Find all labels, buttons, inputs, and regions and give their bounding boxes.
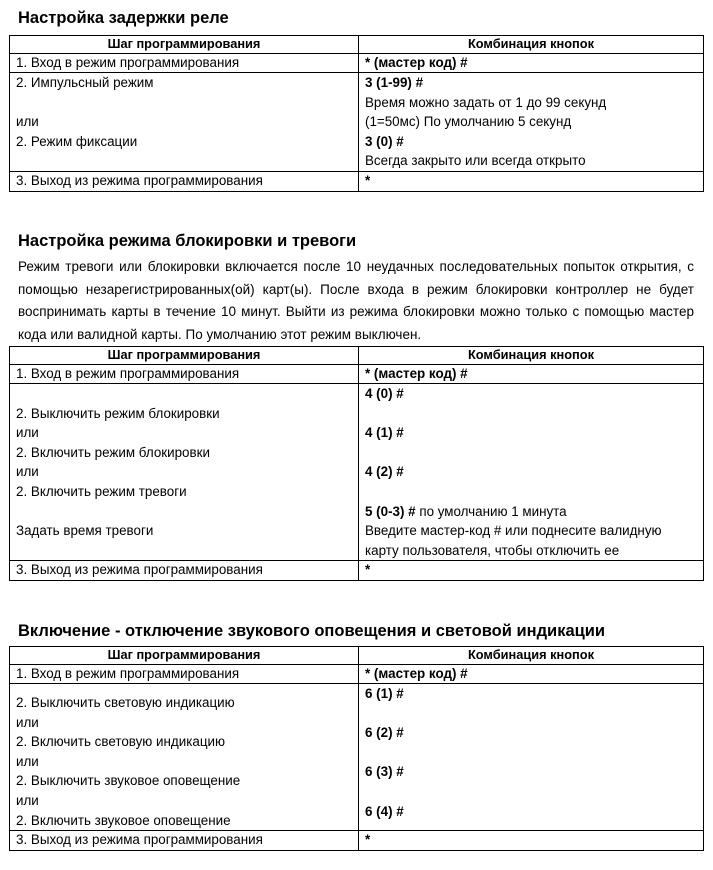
combo-cell: * (мастер код) # <box>359 54 704 73</box>
combo-line <box>365 443 703 463</box>
step-line: 2. Включить режим тревоги <box>16 483 187 499</box>
step-line: или <box>16 714 39 730</box>
table-row <box>10 561 704 581</box>
combo-code: 4 (0) # <box>365 386 404 401</box>
spacer <box>16 541 358 561</box>
step-line <box>16 384 358 404</box>
step-cell: 1. Вход в режим программирования <box>10 54 359 73</box>
step-line: 2. Выключить звуковое оповещение <box>16 773 241 789</box>
step-cell: 3. Выход из режима программирования <box>10 561 359 581</box>
table-row <box>10 171 704 191</box>
combo-cell: * <box>359 831 704 851</box>
combo-cell: * <box>359 171 704 191</box>
step-line <box>16 502 358 522</box>
section-title-sound-light: Включение - отключение звукового оповещения и световой индикации <box>18 622 606 640</box>
combo-cell <box>359 73 704 172</box>
step-line: 2. Выключить режим блокировки <box>16 405 220 421</box>
spacer <box>16 151 358 171</box>
combo-note: Всегда закрыто или всегда открыто <box>365 153 586 169</box>
combo-cell <box>359 384 704 561</box>
combo-line <box>365 704 703 724</box>
combo-code: 6 (1) # <box>365 686 404 701</box>
step-cell: 3. Выход из режима программирования <box>10 831 359 851</box>
step-line: 2. Режим фиксации <box>16 133 138 149</box>
step-line: или <box>16 425 39 441</box>
column-header-step: Шаг программирования <box>10 347 359 365</box>
column-header-combo: Комбинация кнопок <box>359 36 704 54</box>
combo-line <box>365 743 703 763</box>
combo-line <box>365 482 703 502</box>
combo-cell: * <box>359 561 704 581</box>
table-header-row <box>10 347 704 365</box>
step-line: 2. Выключить световую индикацию <box>16 695 235 710</box>
combo-cell: * (мастер код) # <box>359 665 704 684</box>
relay-delay-table <box>9 35 704 192</box>
alarm-time-line <box>365 502 703 522</box>
table-header-row <box>10 647 704 665</box>
step-line: или <box>16 753 39 769</box>
combo-cell: * (мастер код) # <box>359 365 704 384</box>
combo-cell <box>359 684 704 831</box>
combo-code: 6 (2) # <box>365 725 404 741</box>
combo-note: Введите мастер-код # или поднесите валидную <box>365 523 662 539</box>
step-line <box>16 93 358 113</box>
step-line: 2. Включить световую индикацию <box>16 734 226 750</box>
section-title-lock-alarm: Настройка режима блокировки и тревоги <box>18 232 357 250</box>
table-row <box>10 831 704 851</box>
combo-line <box>365 782 703 802</box>
step-line: 2. Включить звуковое оповещение <box>16 812 231 828</box>
table-header-row <box>10 36 704 54</box>
sound-light-table <box>9 646 704 851</box>
step-line: или <box>16 792 39 808</box>
combo-note: карту пользователя, чтобы отключить ее <box>365 542 620 558</box>
combo-note: Время можно задать от 1 до 99 секунд <box>365 94 607 110</box>
table-row <box>10 73 704 172</box>
combo-code: 4 (1) # <box>365 425 404 441</box>
step-cell <box>10 684 359 831</box>
combo-code: 3 (0) # <box>365 133 404 149</box>
combo-note: по умолчанию 1 минута <box>415 503 567 519</box>
step-line: 2. Включить режим блокировки <box>16 444 210 460</box>
combo-code: 6 (3) # <box>365 764 404 780</box>
step-cell: 1. Вход в режим программирования <box>10 665 359 684</box>
step-cell: 1. Вход в режим программирования <box>10 365 359 384</box>
column-header-step: Шаг программирования <box>10 36 359 54</box>
table-row <box>10 365 704 384</box>
section-title-relay-delay: Настройка задержки реле <box>18 9 229 27</box>
table-row <box>10 54 704 73</box>
table-row <box>10 665 704 684</box>
combo-code: 3 (1-99) # <box>365 75 424 90</box>
combo-note: (1=50мс) По умолчанию 5 секунд <box>365 114 572 130</box>
step-line: 2. Импульсный режим <box>16 75 154 90</box>
step-line: или <box>16 464 39 480</box>
step-line: или <box>16 114 39 130</box>
combo-code: 6 (4) # <box>365 803 404 819</box>
column-header-combo: Комбинация кнопок <box>359 347 704 365</box>
step-cell <box>10 384 359 561</box>
column-header-combo: Комбинация кнопок <box>359 647 704 665</box>
step-cell <box>10 73 359 172</box>
table-row <box>10 684 704 831</box>
step-cell: 3. Выход из режима программирования <box>10 171 359 191</box>
combo-code: 4 (2) # <box>365 464 404 480</box>
combo-line <box>365 404 703 424</box>
column-header-step: Шаг программирования <box>10 647 359 665</box>
lock-alarm-table <box>9 346 704 581</box>
combo-code: 5 (0-3) # <box>365 503 416 519</box>
lock-alarm-description: Режим тревоги или блокировки включается после 10 неудачных последовательных попыток открытия, с помощью незарегистрированных(ой) карт(ы). После входа в режим блокировки контроллер не будет воспринимать карты в течение 10 минут. Выйти из режима блокировки можно только с помощью мастер кода или валидной карты. По умолчанию этот режим выключен. <box>18 259 694 342</box>
table-row <box>10 384 704 561</box>
step-line: Задать время тревоги <box>16 523 154 539</box>
